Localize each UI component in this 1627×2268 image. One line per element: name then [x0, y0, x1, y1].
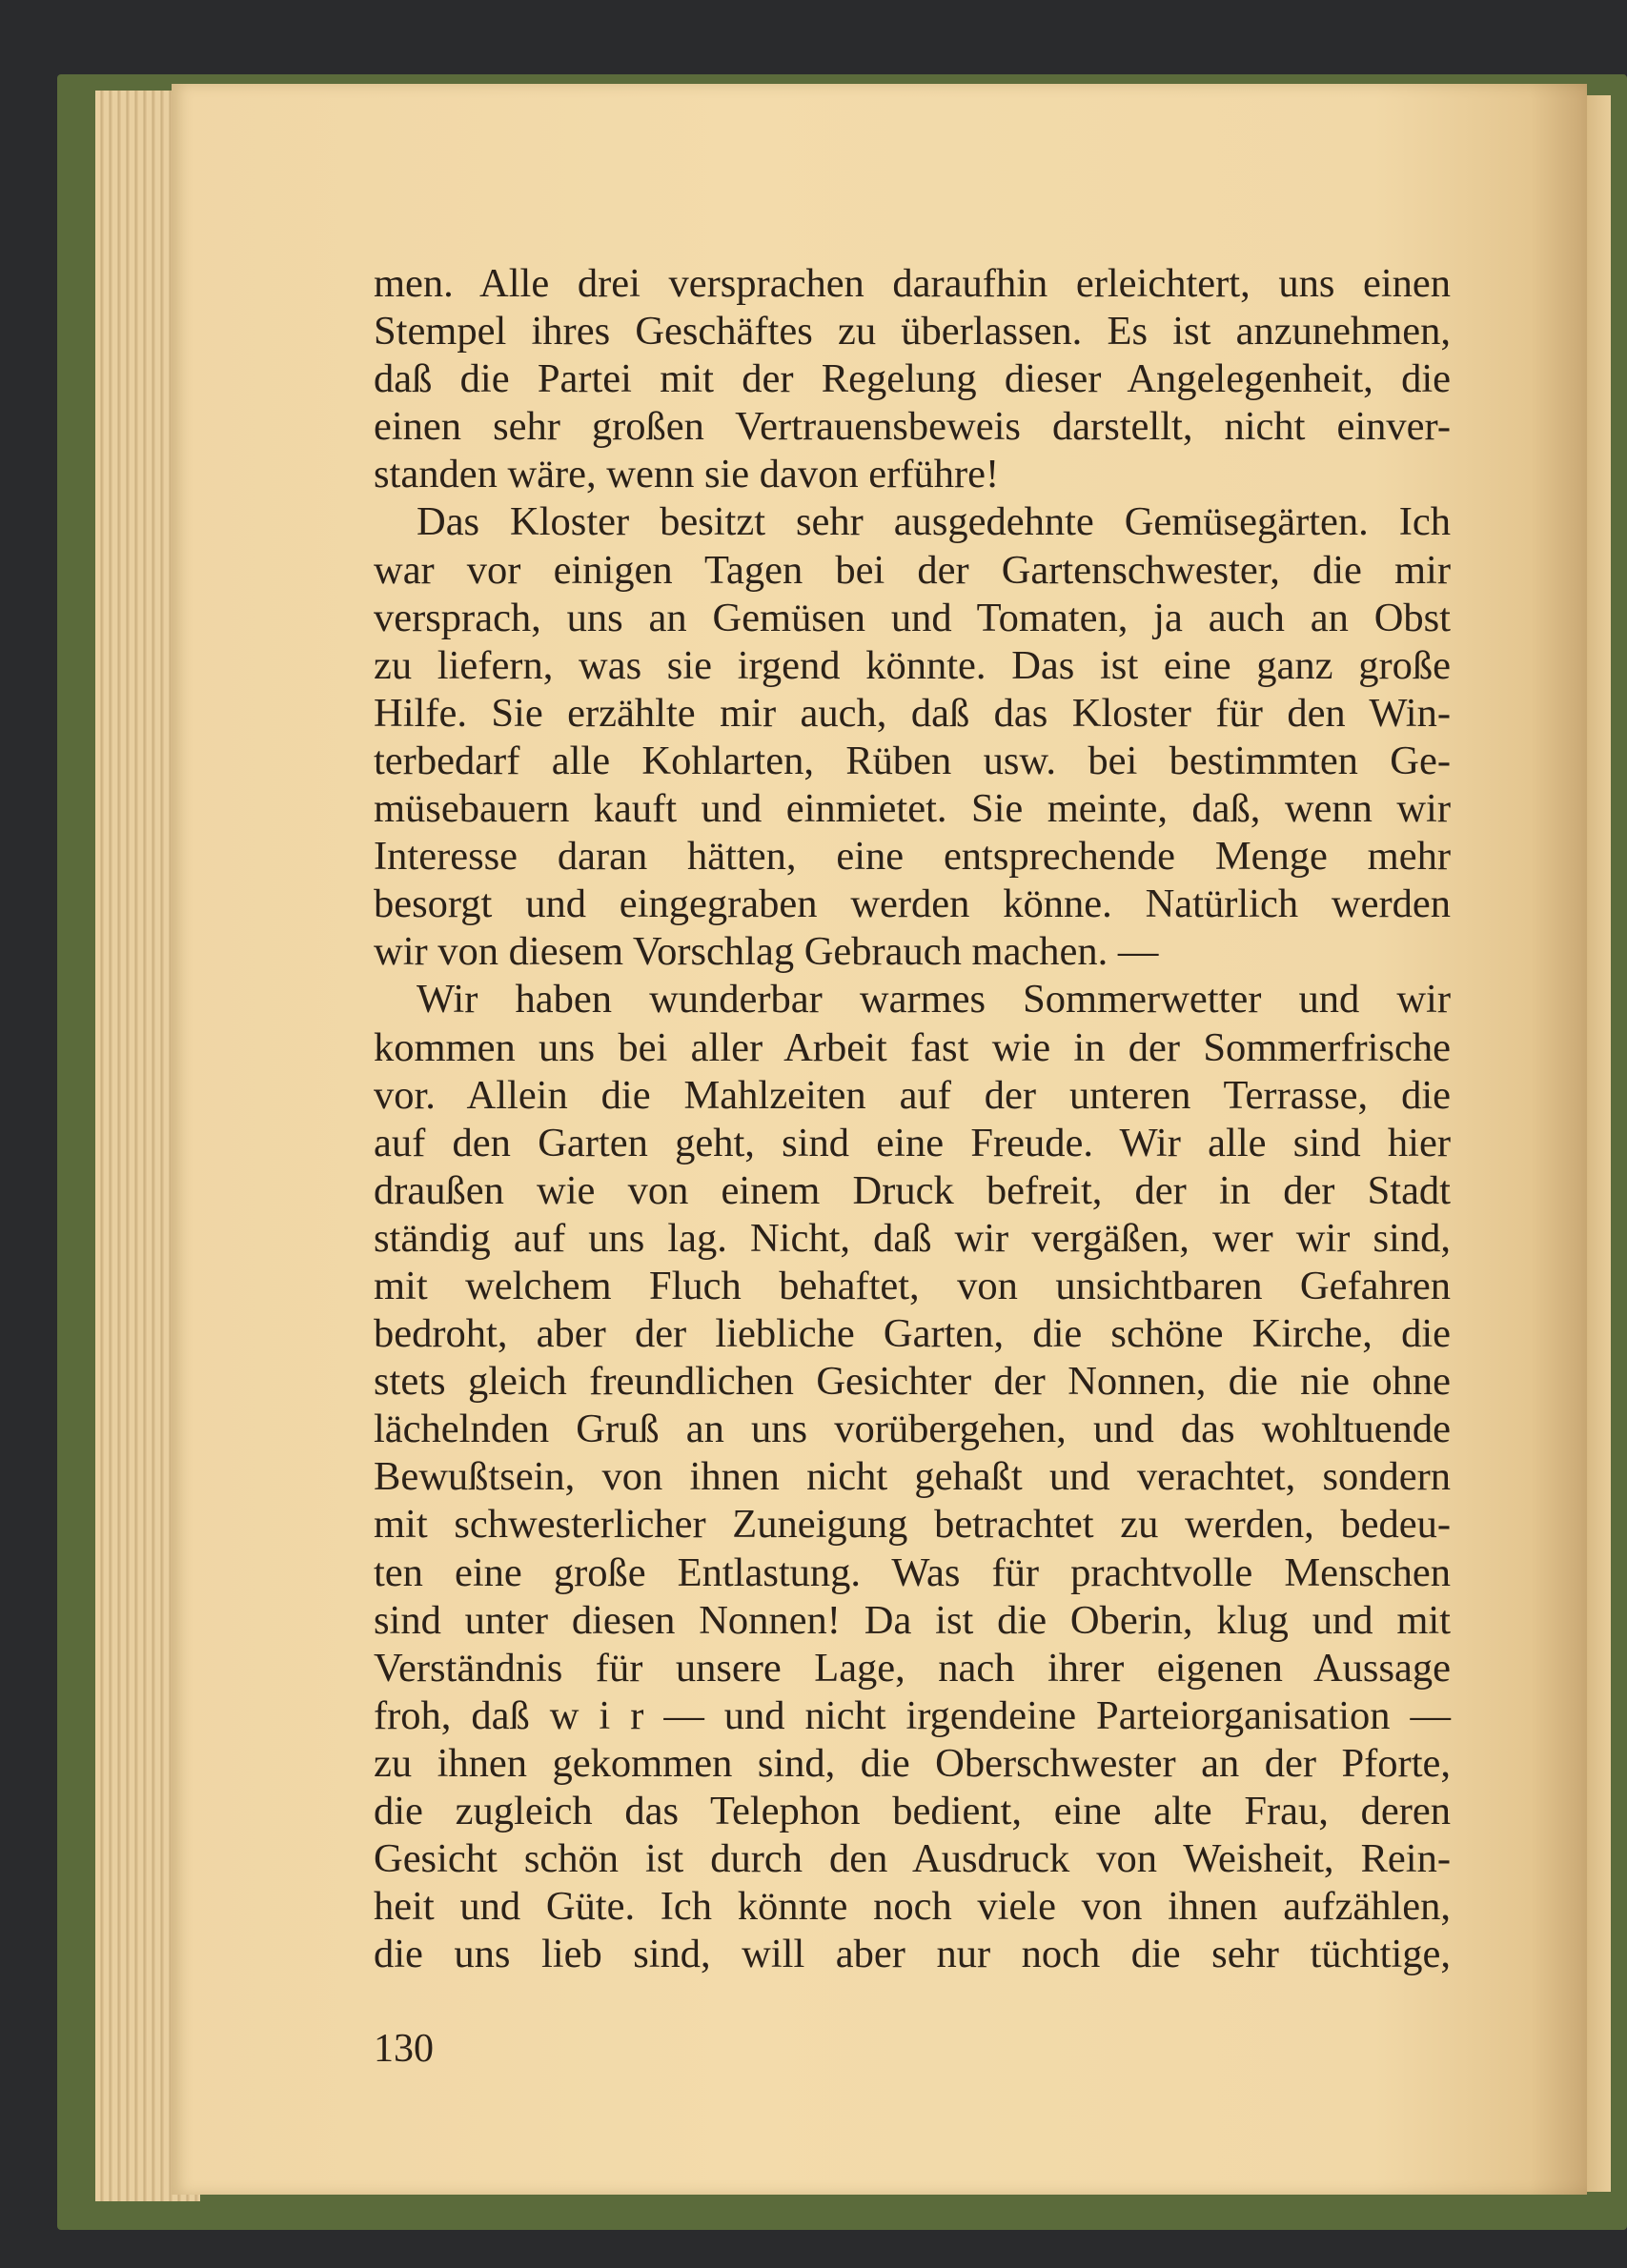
text-line: bedroht, aber der liebliche Garten, die schöne Kirche, die: [374, 1311, 1451, 1357]
text-line: Stempel ihres Geschäftes zu überlassen. Es ist anzunehmen,: [374, 309, 1451, 354]
text-line: men. Alle drei versprachen daraufhin erleichtert, uns einen: [374, 261, 1451, 306]
text-line: die zugleich das Telephon bedient, eine alte Frau, deren: [374, 1789, 1451, 1833]
text-line: vor. Allein die Mahlzeiten auf der unteren Terrasse, die: [374, 1072, 1451, 1118]
text-line: Hilfe. Sie erzählte mir auch, daß das Kloster für den Win-: [374, 690, 1451, 736]
text-line: die uns lieb sind, will aber nur noch die sehr tüchtige,: [374, 1932, 1451, 1977]
text-line: müsebauern kauft und einmietet. Sie meinte, daß, wenn wir: [374, 786, 1451, 832]
text-line: Verständnis für unsere Lage, nach ihrer eigenen Aussage: [374, 1645, 1451, 1691]
text-line: war vor einigen Tagen bei der Gartenschwester, die mir: [374, 547, 1451, 593]
text-line: heit und Güte. Ich könnte noch viele von ihnen aufzählen,: [374, 1884, 1451, 1930]
text-line: versprach, uns an Gemüsen und Tomaten, ja auch an Obst: [374, 595, 1451, 640]
text-line: Das Kloster besitzt sehr ausgedehnte Gemüsegärten. Ich: [417, 499, 1451, 545]
text-line: terbedarf alle Kohlarten, Rüben usw. bei bestimmten Ge-: [374, 738, 1451, 783]
text-line: Wir haben wunderbar warmes Sommerwetter und wir: [417, 977, 1451, 1023]
text-line: Interesse daran hätten, eine entsprechende Menge mehr: [374, 834, 1451, 880]
text-line: draußen wie von einem Druck befreit, der in der Stadt: [374, 1167, 1451, 1213]
text-line: wir von diesem Vorschlag Gebrauch machen. —: [374, 929, 1159, 975]
text-line: zu ihnen gekommen sind, die Oberschwester an der Pforte,: [374, 1740, 1451, 1786]
text-line: kommen uns bei aller Arbeit fast wie in der Sommerfrische: [374, 1024, 1451, 1070]
text-line: standen wäre, wenn sie davon erführe!: [374, 452, 1000, 497]
text-line: Gesicht schön ist durch den Ausdruck von Weisheit, Rein-: [374, 1836, 1451, 1882]
body-text: [374, 260, 1451, 1978]
text-line: stets gleich freundlichen Gesichter der Nonnen, die nie ohne: [374, 1359, 1451, 1405]
text-line: sind unter diesen Nonnen! Da ist die Oberin, klug und mit: [374, 1597, 1451, 1643]
text-line: mit schwesterlicher Zuneigung betrachtet zu werden, bedeu-: [374, 1502, 1451, 1548]
text-line: ständig auf uns lag. Nicht, daß wir vergäßen, wer wir sind,: [374, 1215, 1451, 1261]
text-line: besorgt und eingegraben werden könne. Natürlich werden: [374, 881, 1451, 927]
text-line: mit welchem Fluch behaftet, von unsichtbaren Gefahren: [374, 1263, 1451, 1308]
text-line: ten eine große Entlastung. Was für prachtvolle Menschen: [374, 1549, 1451, 1595]
text-line: lächelnden Gruß an uns vorübergehen, und das wohltuende: [374, 1407, 1451, 1452]
text-line: daß die Partei mit der Regelung dieser Angelegenheit, die: [374, 356, 1451, 402]
text-line: einen sehr großen Vertrauensbeweis darstellt, nicht einver-: [374, 404, 1451, 450]
text-line: Bewußtsein, von ihnen nicht gehaßt und verachtet, sondern: [374, 1454, 1451, 1500]
page-number: 130: [374, 2027, 434, 2071]
text-line: zu liefern, was sie irgend könnte. Das ist eine ganz große: [374, 642, 1451, 688]
text-line: froh, daß w i r — und nicht irgendeine Parteiorganisation —: [374, 1692, 1451, 1738]
text-line: auf den Garten geht, sind eine Freude. Wir alle sind hier: [374, 1120, 1451, 1165]
